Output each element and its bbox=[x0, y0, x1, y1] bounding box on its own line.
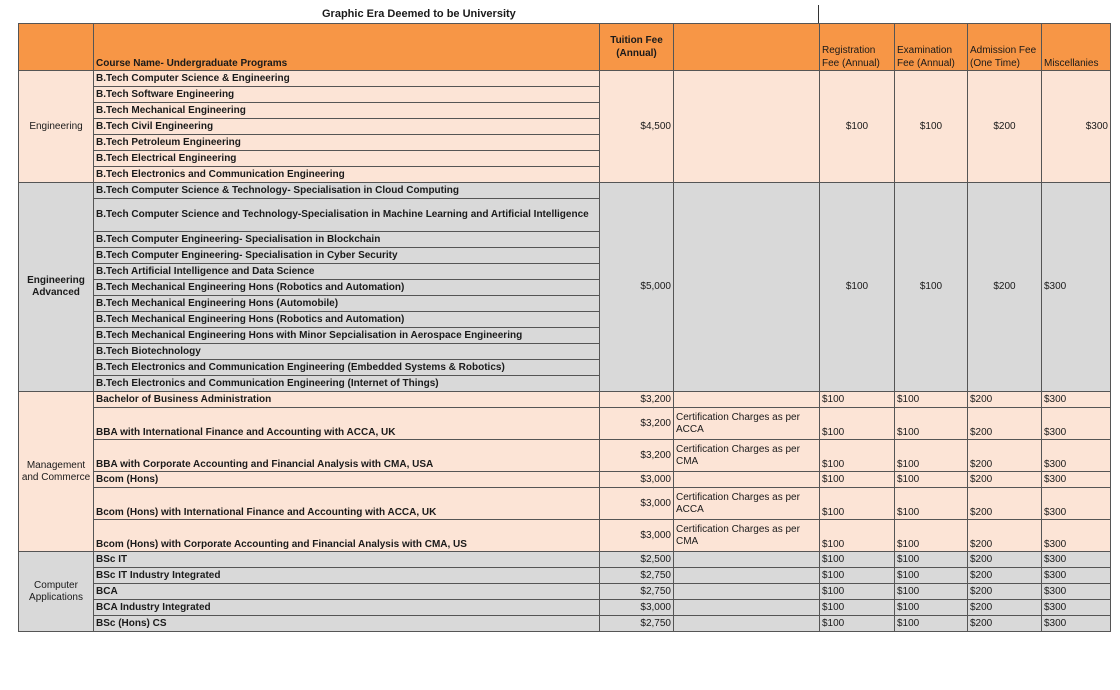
course-cell: B.Tech Civil Engineering bbox=[94, 119, 600, 135]
course-cell: BSc IT bbox=[94, 552, 600, 568]
admission-cell: $200 bbox=[968, 392, 1042, 408]
certification-cell bbox=[674, 392, 820, 408]
admission-cell: $200 bbox=[968, 520, 1042, 552]
course-cell: B.Tech Mechanical Engineering Hons (Robotics and Automation) bbox=[94, 312, 600, 328]
registration-cell: $100 bbox=[820, 488, 895, 520]
category-computer-applications: Computer Applications bbox=[19, 552, 94, 632]
examination-cell: $100 bbox=[895, 568, 968, 584]
course-cell: B.Tech Mechanical Engineering Hons (Robotics and Automation) bbox=[94, 280, 600, 296]
course-cell: Bcom (Hons) bbox=[94, 472, 600, 488]
misc-cell: $300 bbox=[1042, 616, 1111, 632]
certification-cell: Certification Charges as per ACCA bbox=[674, 488, 820, 520]
registration-cell: $100 bbox=[820, 408, 895, 440]
tuition-cell: $3,200 bbox=[600, 408, 674, 440]
header-misc: Miscellanies bbox=[1042, 24, 1111, 71]
examination-cell: $100 bbox=[895, 472, 968, 488]
misc-cell: $300 bbox=[1042, 183, 1111, 392]
course-cell: B.Tech Computer Science & Technology- Specialisation in Cloud Computing bbox=[94, 183, 600, 199]
misc-cell: $300 bbox=[1042, 488, 1111, 520]
header-certification bbox=[674, 24, 820, 71]
admission-cell: $200 bbox=[968, 472, 1042, 488]
certification-cell bbox=[674, 472, 820, 488]
registration-cell: $100 bbox=[820, 552, 895, 568]
certification-cell bbox=[674, 616, 820, 632]
examination-cell: $100 bbox=[895, 392, 968, 408]
tuition-cell: $2,750 bbox=[600, 616, 674, 632]
examination-cell: $100 bbox=[895, 600, 968, 616]
course-cell: B.Tech Computer Science & Engineering bbox=[94, 71, 600, 87]
category-engineering-advanced: Engineering Advanced bbox=[19, 183, 94, 392]
registration-cell: $100 bbox=[820, 440, 895, 472]
course-cell: BBA with International Finance and Accounting with ACCA, UK bbox=[94, 408, 600, 440]
examination-cell: $100 bbox=[895, 408, 968, 440]
tuition-cell: $2,750 bbox=[600, 584, 674, 600]
course-cell: Bcom (Hons) with International Finance and Accounting with ACCA, UK bbox=[94, 488, 600, 520]
misc-cell: $300 bbox=[1042, 552, 1111, 568]
registration-cell: $100 bbox=[820, 568, 895, 584]
registration-cell: $100 bbox=[820, 616, 895, 632]
admission-cell: $200 bbox=[968, 71, 1042, 183]
certification-cell: Certification Charges as per CMA bbox=[674, 520, 820, 552]
certification-cell bbox=[674, 584, 820, 600]
registration-cell: $100 bbox=[820, 183, 895, 392]
admission-cell: $200 bbox=[968, 488, 1042, 520]
certification-cell bbox=[674, 600, 820, 616]
examination-cell: $100 bbox=[895, 440, 968, 472]
examination-cell: $100 bbox=[895, 520, 968, 552]
header-category bbox=[19, 24, 94, 71]
header-admission: Admission Fee (One Time) bbox=[968, 24, 1042, 71]
course-cell: B.Tech Electronics and Communication Engineering (Internet of Things) bbox=[94, 376, 600, 392]
course-cell: B.Tech Software Engineering bbox=[94, 87, 600, 103]
certification-cell: Certification Charges as per ACCA bbox=[674, 408, 820, 440]
course-cell: B.Tech Petroleum Engineering bbox=[94, 135, 600, 151]
admission-cell: $200 bbox=[968, 552, 1042, 568]
admission-cell: $200 bbox=[968, 440, 1042, 472]
course-cell: BSc IT Industry Integrated bbox=[94, 568, 600, 584]
registration-cell: $100 bbox=[820, 71, 895, 183]
registration-cell: $100 bbox=[820, 472, 895, 488]
misc-cell: $300 bbox=[1042, 440, 1111, 472]
course-cell: B.Tech Computer Engineering- Specialisation in Cyber Security bbox=[94, 248, 600, 264]
examination-cell: $100 bbox=[895, 488, 968, 520]
tuition-cell: $2,500 bbox=[600, 552, 674, 568]
course-cell: B.Tech Electrical Engineering bbox=[94, 151, 600, 167]
page-title: Graphic Era Deemed to be University bbox=[322, 8, 516, 20]
examination-cell: $100 bbox=[895, 71, 968, 183]
tuition-cell: $5,000 bbox=[600, 183, 674, 392]
header-examination: Examination Fee (Annual) bbox=[895, 24, 968, 71]
course-cell: Bachelor of Business Administration bbox=[94, 392, 600, 408]
misc-cell: $300 bbox=[1042, 392, 1111, 408]
course-cell: BCA bbox=[94, 584, 600, 600]
course-cell: Bcom (Hons) with Corporate Accounting and Financial Analysis with CMA, US bbox=[94, 520, 600, 552]
course-cell: BBA with Corporate Accounting and Financial Analysis with CMA, USA bbox=[94, 440, 600, 472]
admission-cell: $200 bbox=[968, 408, 1042, 440]
course-cell: B.Tech Artificial Intelligence and Data Science bbox=[94, 264, 600, 280]
header-tuition: Tuition Fee (Annual) bbox=[600, 24, 674, 71]
examination-cell: $100 bbox=[895, 183, 968, 392]
course-cell: BCA Industry Integrated bbox=[94, 600, 600, 616]
admission-cell: $200 bbox=[968, 616, 1042, 632]
course-cell: B.Tech Biotechnology bbox=[94, 344, 600, 360]
certification-cell bbox=[674, 183, 820, 392]
course-cell: B.Tech Electronics and Communication Engineering bbox=[94, 167, 600, 183]
course-cell: BSc (Hons) CS bbox=[94, 616, 600, 632]
header-registration: Registration Fee (Annual) bbox=[820, 24, 895, 71]
registration-cell: $100 bbox=[820, 392, 895, 408]
tuition-cell: $4,500 bbox=[600, 71, 674, 183]
header-row bbox=[19, 24, 1111, 71]
tuition-cell: $2,750 bbox=[600, 568, 674, 584]
course-cell: B.Tech Electronics and Communication Engineering (Embedded Systems & Robotics) bbox=[94, 360, 600, 376]
category-management: Management and Commerce bbox=[19, 392, 94, 552]
misc-cell: $300 bbox=[1042, 71, 1111, 183]
registration-cell: $100 bbox=[820, 584, 895, 600]
misc-cell: $300 bbox=[1042, 408, 1111, 440]
certification-cell: Certification Charges as per CMA bbox=[674, 440, 820, 472]
misc-cell: $300 bbox=[1042, 600, 1111, 616]
course-cell: B.Tech Computer Science and Technology-Specialisation in Machine Learning and Artificial Intelligence bbox=[94, 199, 600, 232]
registration-cell: $100 bbox=[820, 520, 895, 552]
misc-cell: $300 bbox=[1042, 568, 1111, 584]
examination-cell: $100 bbox=[895, 552, 968, 568]
course-cell: B.Tech Computer Engineering- Specialisation in Blockchain bbox=[94, 232, 600, 248]
course-cell: B.Tech Mechanical Engineering Hons (Automobile) bbox=[94, 296, 600, 312]
tuition-cell: $3,000 bbox=[600, 472, 674, 488]
misc-cell: $300 bbox=[1042, 584, 1111, 600]
admission-cell: $200 bbox=[968, 183, 1042, 392]
tuition-cell: $3,000 bbox=[600, 600, 674, 616]
course-cell: B.Tech Mechanical Engineering bbox=[94, 103, 600, 119]
certification-cell bbox=[674, 552, 820, 568]
admission-cell: $200 bbox=[968, 600, 1042, 616]
header-course: Course Name- Undergraduate Programs bbox=[94, 24, 600, 71]
admission-cell: $200 bbox=[968, 568, 1042, 584]
misc-cell: $300 bbox=[1042, 520, 1111, 552]
tuition-cell: $3,000 bbox=[600, 488, 674, 520]
course-cell: B.Tech Mechanical Engineering Hons with Minor Sepcialisation in Aerospace Engineering bbox=[94, 328, 600, 344]
tuition-cell: $3,000 bbox=[600, 520, 674, 552]
admission-cell: $200 bbox=[968, 584, 1042, 600]
registration-cell: $100 bbox=[820, 600, 895, 616]
examination-cell: $100 bbox=[895, 616, 968, 632]
tuition-cell: $3,200 bbox=[600, 392, 674, 408]
certification-cell bbox=[674, 568, 820, 584]
tuition-cell: $3,200 bbox=[600, 440, 674, 472]
category-engineering: Engineering bbox=[19, 71, 94, 183]
examination-cell: $100 bbox=[895, 584, 968, 600]
misc-cell: $300 bbox=[1042, 472, 1111, 488]
certification-cell bbox=[674, 71, 820, 183]
fee-table bbox=[18, 23, 1111, 632]
